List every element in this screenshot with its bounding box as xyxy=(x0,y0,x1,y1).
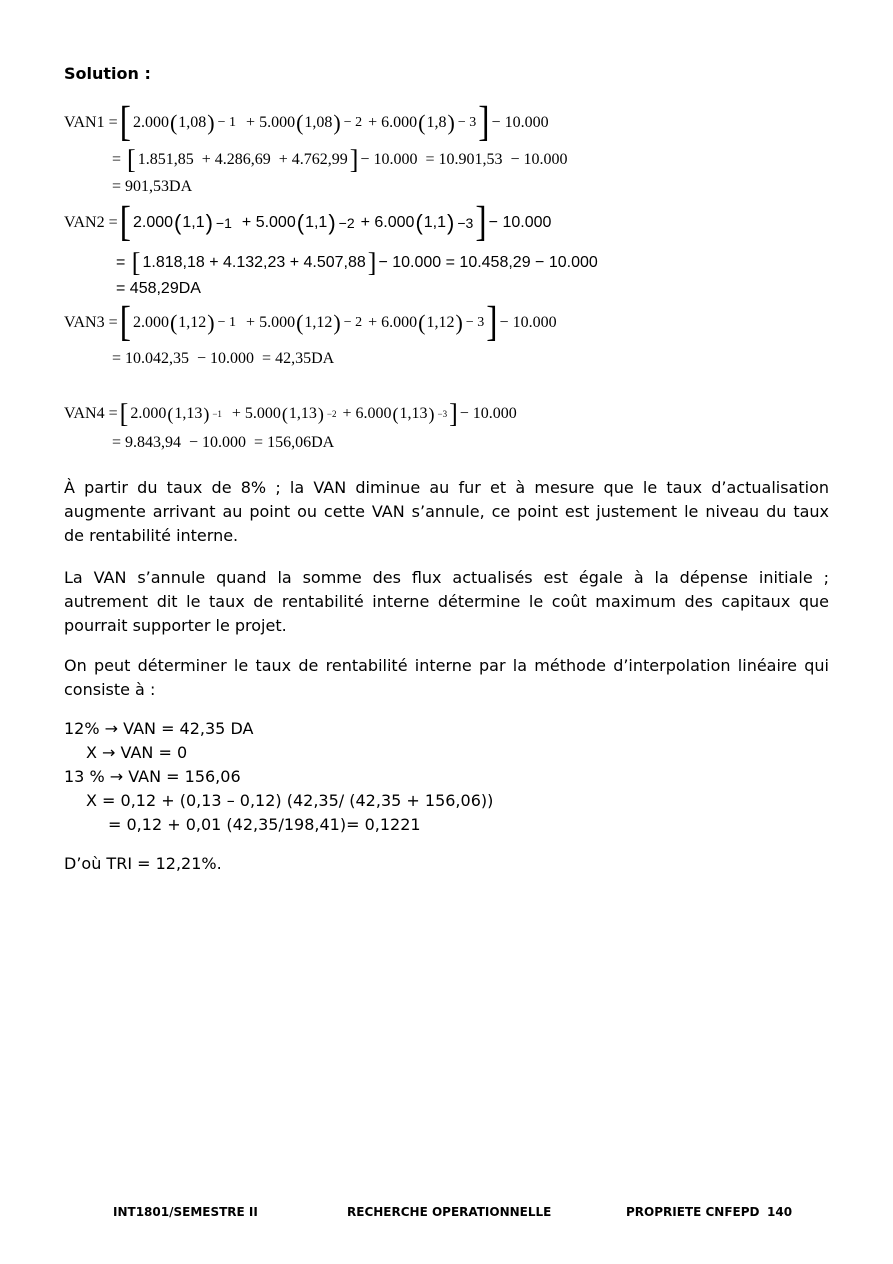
paragraph-3-last-line: consiste à : xyxy=(64,680,156,699)
van3-rate3: 1,12 xyxy=(426,314,455,331)
van1-tail: − 10.000 xyxy=(491,114,549,131)
van2-result: = 458,29DA xyxy=(116,280,201,297)
van3-line2 xyxy=(112,350,334,368)
van3-rate2: 1,12 xyxy=(304,314,333,331)
van2-line2: = [ 1.818,18 + 4.132,23 + 4.507,88 ] − 10.000 = 10.458,29 − 10.000 xyxy=(116,247,598,278)
paragraph-3 xyxy=(64,654,829,702)
conclusion: D’où TRI = 12,21%. xyxy=(64,854,222,873)
paragraph-1 xyxy=(64,476,829,548)
interpolation-line-3: 13 % → VAN = 156,06 xyxy=(64,767,241,786)
van3-label: VAN3 xyxy=(64,314,105,331)
interpolation-line-2: X → VAN = 0 xyxy=(86,743,188,762)
van1-rate1: 1,08 xyxy=(178,114,207,131)
van1-line3 xyxy=(112,178,192,196)
van4-term2: 5.000 xyxy=(244,405,281,422)
footer-page-number: 140 xyxy=(767,1205,793,1219)
van2-equation: VAN2 = [ 2.000 ( 1,1 ) −1 + 5.000 ( 1,1 ) −2 + 6.000 ( 1,1 ) −3 ] − 10.000 xyxy=(64,199,552,246)
van1-line2-tail: − 10.000 = 10.901,53 − 10.000 xyxy=(360,151,568,168)
van2-rate2: 1,1 xyxy=(305,214,328,231)
footer-course-title: RECHERCHE OPERATIONNELLE xyxy=(347,1205,552,1219)
van1-term2: 5.000 xyxy=(259,114,296,131)
paragraph-2-text: La VAN s’annule quand la somme des flux actualisés est égale à la dépense initiale ; autrement dit le taux de rentabilité interne détermine le coût maximum des capitaux que xyxy=(64,568,829,611)
paragraph-2-last-line: pourrait supporter le projet. xyxy=(64,616,287,635)
van4-rate2: 1,13 xyxy=(288,405,317,422)
van4-rate1: 1,13 xyxy=(174,405,203,422)
van1-equation: VAN1 = [ 2.000 ( 1,08 ) − 1 + 5.000 ( 1,08 ) − 2 + 6.000 ( 1,8 ) − 3 ] − 10.000 xyxy=(64,99,549,146)
interpolation-line-4: X = 0,12 + (0,13 – 0,12) (42,35/ (42,35 + 156,06)) xyxy=(86,791,494,810)
van3-term2: 5.000 xyxy=(259,314,296,331)
van2-line2-values: 1.818,18 + 4.132,23 + 4.507,88 xyxy=(142,254,366,271)
van3-term3: 6.000 xyxy=(381,314,418,331)
van4-term1: 2.000 xyxy=(130,405,167,422)
van3-equation: VAN3 = [ 2.000 ( 1,12 ) − 1 + 5.000 ( 1,12 ) − 2 + 6.000 ( 1,12 ) − 3 ] − 10.000 xyxy=(64,299,557,346)
van3-term1: 2.000 xyxy=(132,314,169,331)
paragraph-1-text: À partir du taux de 8% ; la VAN diminue au fur et à mesure que le taux d’actualisation augmente arrivant au point ou cette VAN s’annule, ce point est justement le niveau du taux xyxy=(64,478,829,521)
paragraph-1-last-line: de rentabilité interne. xyxy=(64,526,239,545)
footer-owner: PROPRIETE CNFEPD xyxy=(626,1205,760,1219)
van4-tail: − 10.000 xyxy=(459,405,517,422)
van3-result: = 10.042,35 − 10.000 = 42,35DA xyxy=(112,350,335,367)
van4-rate3: 1,13 xyxy=(399,405,428,422)
interpolation-line-5: = 0,12 + 0,01 (42,35/198,41)= 0,1221 xyxy=(108,815,421,834)
van1-term3: 6.000 xyxy=(381,114,418,131)
van2-tail: − 10.000 xyxy=(488,214,552,231)
van2-rate3: 1,1 xyxy=(423,214,447,231)
van2-line2-tail: − 10.000 = 10.458,29 − 10.000 xyxy=(378,254,598,271)
van3-tail: − 10.000 xyxy=(499,314,557,331)
van2-term1: 2.000 xyxy=(132,214,174,231)
van1-line2: = [ 1.851,85 + 4.286,69 + 4.762,99 ] − 10.000 = 10.901,53 − 10.000 xyxy=(112,144,568,175)
paragraph-2 xyxy=(64,566,829,638)
van4-equation: VAN4 = [ 2.000 ( 1,13 ) −1 + 5.000 ( 1,13 ) −2 + 6.000 ( 1,13 ) −3 ] − 10.000 xyxy=(64,398,517,429)
van2-label: VAN2 xyxy=(64,214,105,231)
van4-term3: 6.000 xyxy=(355,405,392,422)
van2-line3 xyxy=(116,280,201,298)
van4-label: VAN4 xyxy=(64,405,105,422)
solution-heading: Solution : xyxy=(64,64,151,83)
van2-rate1: 1,1 xyxy=(182,214,205,231)
van1-rate3: 1,8 xyxy=(426,114,447,131)
van4-result: = 9.843,94 − 10.000 = 156,06DA xyxy=(112,434,335,451)
van1-line2-values: 1.851,85 + 4.286,69 + 4.762,99 xyxy=(137,151,348,168)
footer-course-code: INT1801/SEMESTRE II xyxy=(113,1205,258,1219)
van4-line2 xyxy=(112,434,334,452)
van1-rate2: 1,08 xyxy=(304,114,333,131)
van1-result: = 901,53DA xyxy=(112,178,193,195)
paragraph-3-text: On peut déterminer le taux de rentabilité interne par la méthode d’interpolation linéaire qui xyxy=(64,656,829,675)
van1-label: VAN1 xyxy=(64,114,105,131)
van2-term2: 5.000 xyxy=(255,214,296,231)
van1-term1: 2.000 xyxy=(132,114,169,131)
interpolation-line-1: 12% → VAN = 42,35 DA xyxy=(64,719,254,738)
van3-rate1: 1,12 xyxy=(178,314,207,331)
van2-term3: 6.000 xyxy=(374,214,415,231)
